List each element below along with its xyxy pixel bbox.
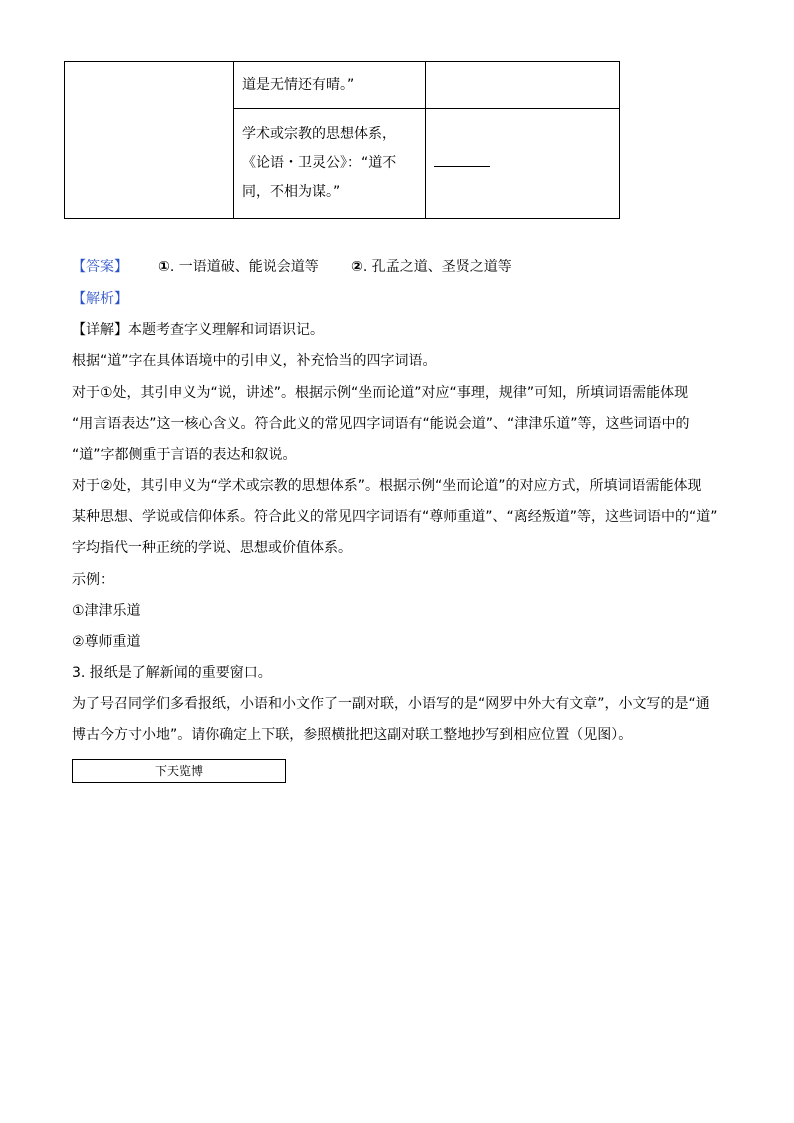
table-row xyxy=(65,62,620,109)
table-cell-empty xyxy=(65,62,234,219)
detail-heading: 【详解】本题考查字义理解和词语识记。 xyxy=(72,322,324,338)
table-cell xyxy=(234,109,426,219)
cell-line: 同，不相为谋。” xyxy=(242,184,341,200)
detail-line: 某种思想、学说或信仰体系。符合此义的常见四字词语有“尊师重道”、“离经叛道”等，这些词语中的“道” xyxy=(72,509,718,525)
detail-line: 对于①处，其引申义为“说，讲述”。根据示例“坐而论道”对应“事理，规律”可知，所填词语需能体现 xyxy=(72,385,689,401)
detail-line: “用言语表达”这一核心含义。符合此义的常见四字词语有“能说会道”、“津津乐道”等，这些词语中的 xyxy=(72,416,690,432)
detail-line: 字均指代一种正统的学说、思想或价值体系。 xyxy=(72,540,352,556)
table-cell-fill-in xyxy=(426,109,620,219)
detail-line: ②尊师重道 xyxy=(72,634,141,650)
detail-line: 对于②处，其引申义为“学术或宗教的思想体系”。根据示例“坐而论道”的对应方式，所填词语需能体现 xyxy=(72,478,702,494)
detail-line: “道”字都侧重于言语的表达和叙说。 xyxy=(72,447,297,463)
table-cell: 道是无情还有晴。” xyxy=(234,62,426,109)
cell-line: 学术或宗教的思想体系， xyxy=(242,126,396,142)
answer-item-2: ②. 孔孟之道、圣贤之道等 xyxy=(351,259,512,275)
answer-tag: 【答案】 xyxy=(72,259,128,275)
question-3-title: 3. 报纸是了解新闻的重要窗口。 xyxy=(72,665,272,681)
detail-line: 根据“道”字在具体语境中的引申义，补充恰当的四字词语。 xyxy=(72,353,437,369)
table-cell-blank xyxy=(426,62,620,109)
question-3-text: 为了号召同学们多看报纸，小语和小文作了一副对联，小语写的是“网罗中外大有文章”，小文写的是“通 xyxy=(72,696,710,712)
hengpi-box: 下天览博 xyxy=(72,759,286,783)
question-3-text: 博古今方寸小地”。请你确定上下联，参照横批把这副对联工整地抄写到相应位置（见图）。 xyxy=(72,727,633,743)
detail-line: 示例： xyxy=(72,572,114,588)
analysis-tag: 【解析】 xyxy=(72,291,128,307)
answer-item-1: ①. 一语道破、能说会道等 xyxy=(158,259,319,275)
detail-line: ①津津乐道 xyxy=(72,603,141,619)
content-table xyxy=(64,61,620,219)
cell-line: 《论语・卫灵公》：“道不 xyxy=(242,155,397,171)
fill-in-blank-line xyxy=(434,156,490,167)
